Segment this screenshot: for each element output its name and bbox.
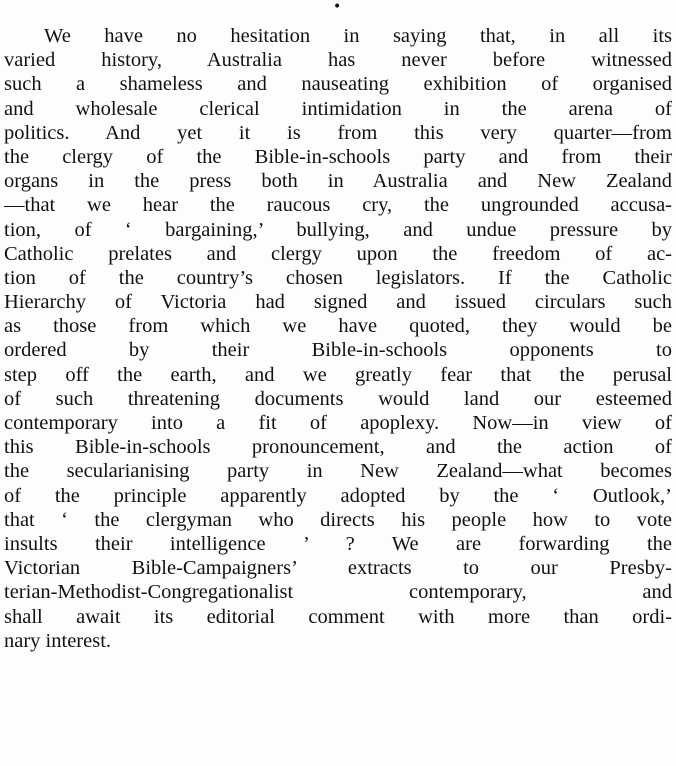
text-line: Catholic prelates and clergy upon the freedom of ac- <box>4 242 672 265</box>
text-line: nary interest. <box>4 629 112 652</box>
text-line: and wholesale clerical intimidation in the arena of <box>4 97 672 120</box>
text-line: shall await its editorial comment with more than ordi- <box>4 605 672 628</box>
text-line: the secularianising party in New Zealand—what becomes <box>4 460 672 483</box>
text-line: of such threatening documents would land our esteemed <box>4 387 672 410</box>
text-line: that ‘ the clergyman who directs his people how to vote <box>4 508 672 531</box>
text-line: organs in the press both in Australia and New Zealand <box>4 170 672 193</box>
text-line: —that we hear the raucous cry, the ungrounded accusa- <box>4 194 672 217</box>
text-line: We have no hesitation in saying that, in all its <box>44 25 672 47</box>
text-line: contemporary into a fit of apoplexy. Now—in view of <box>4 412 672 434</box>
text-line: tion, of ‘ bargaining,’ bullying, and undue pressure by <box>4 218 672 241</box>
column-marker: • <box>333 0 342 15</box>
text-line: insults their intelligence ’ ? We are forwarding the <box>4 532 672 555</box>
text-line: ordered by their Bible-in-schools opponents to <box>4 339 672 362</box>
text-line: Hierarchy of Victoria had signed and issued circulars such <box>4 291 672 314</box>
text-line: as those from which we have quoted, they would be <box>4 315 672 338</box>
text-line: the clergy of the Bible-in-schools party and from their <box>4 145 672 168</box>
text-line: varied history, Australia has never before witnessed <box>4 49 672 72</box>
text-line: step off the earth, and we greatly fear that the perusal <box>4 363 672 386</box>
text-line: tion of the country’s chosen legislators. If the Catholic <box>4 266 672 289</box>
text-line: of the principle apparently adopted by the ‘ Outlook,’ <box>4 484 672 507</box>
text-line: this Bible-in-schools pronouncement, and the action of <box>4 436 672 459</box>
text-line: terian-Methodist-Congregationalist contemporary, and <box>4 581 672 604</box>
text-line: politics. And yet it is from this very quarter—from <box>4 121 672 144</box>
article-column <box>4 24 672 653</box>
text-line: such a shameless and nauseating exhibition of organised <box>4 73 672 96</box>
text-line: Victorian Bible-Campaigners’ extracts to our Presby- <box>4 557 672 580</box>
